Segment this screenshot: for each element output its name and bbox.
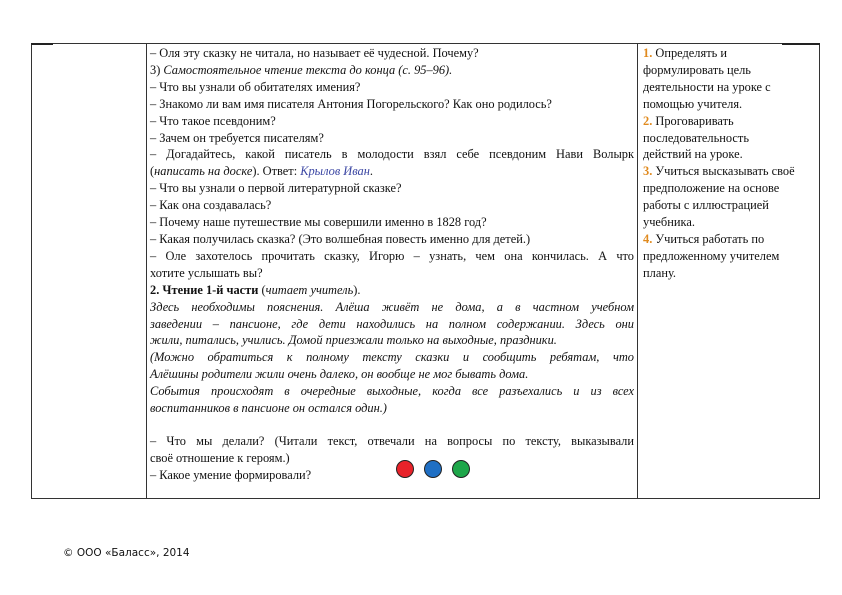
section-heading: 2. Чтение 1-й части (читает учитель). (150, 282, 361, 297)
text-line: – Знакомо ли вам имя писателя Антония Погорельского? Как оно родилось? (150, 96, 552, 111)
text-line: – Что такое псевдоним? (150, 113, 276, 128)
note-line: События происходят в очередные выходные, когда все разъехались и из всех (150, 384, 634, 399)
text-line: 3) Самостоятельное чтение текста до конца (с. 95–96). (150, 62, 453, 77)
skills-column (643, 45, 818, 282)
text-line: – Догадайтесь, какой писатель в молодости взял себе псевдоним Нави Волырк (150, 147, 634, 162)
text-line: – Оля эту сказку не читала, но называет её чудесной. Почему? (150, 46, 479, 60)
note-line: (Можно обратиться к полному тексту сказки и сообщить ребятам, что (150, 350, 634, 365)
text-line: – Как она создавалась? (150, 198, 272, 213)
skill-text: помощью учителя. (643, 96, 743, 111)
note-line: воспитанников в пансионе он остался один.) (150, 401, 387, 416)
skill-text: последовательность (643, 130, 749, 145)
note-line: Здесь необходимы пояснения. Алёша живёт не дома, а в частном учебном (150, 299, 634, 314)
skill-item: 1. Определять и (643, 46, 727, 60)
skill-text: предположение на основе (643, 181, 780, 196)
text-line: – Что вы узнали об обитателях имения? (150, 79, 361, 94)
color-circles (396, 460, 470, 478)
text-line: своё отношение к героям.) (150, 450, 290, 465)
text-line: – Какое умение формировали? (150, 467, 312, 482)
text-line: – Какая получилась сказка? (Это волшебная повесть именно для детей.) (150, 231, 531, 246)
skill-text: плану. (643, 265, 676, 280)
blue-circle-icon (424, 460, 442, 478)
skill-text: формулировать цель (643, 62, 751, 77)
skill-item: 4. Учиться работать по (643, 231, 765, 246)
note-line: Алёшины родители жили очень далеко, он вообще не мог бывать дома. (150, 367, 529, 382)
text-line: – Оле захотелось прочитать сказку, Игорю – узнать, чем она кончилась. А что (150, 248, 634, 263)
green-circle-icon (452, 460, 470, 478)
note-line: заведении – пансионе, где дети находились на полном содержании. Здесь они (150, 316, 634, 331)
skill-text: предложенному учителем (643, 248, 780, 263)
text-line: хотите услышать вы? (150, 265, 263, 280)
skill-text: работы с иллюстрацией (643, 198, 769, 213)
text-line: – Зачем он требуется писателям? (150, 130, 324, 145)
answer-text: Крылов Иван (300, 164, 370, 179)
skill-text: учебника. (643, 215, 695, 230)
text-line: (написать на доске). Ответ: Крылов Иван. (150, 164, 373, 179)
lesson-content-column (150, 45, 634, 484)
skill-text: действий на уроке. (643, 147, 743, 162)
column-divider-2 (637, 44, 638, 498)
column-divider-1 (146, 44, 147, 498)
skill-item: 2. Проговаривать (643, 113, 734, 128)
skill-text: деятельности на уроке с (643, 79, 771, 94)
text-line: – Что мы делали? (Читали текст, отвечали на вопросы по тексту, выказывали (150, 433, 634, 448)
text-line: – Что вы узнали о первой литературной сказке? (150, 181, 402, 196)
table-corner-mark-left (31, 43, 53, 45)
skill-item: 3. Учиться высказывать своё (643, 164, 795, 179)
spacer (150, 417, 634, 433)
red-circle-icon (396, 460, 414, 478)
note-line: жили, питались, учились. Домой приезжали только на выходные, праздники. (150, 333, 557, 348)
text-line: – Почему наше путешествие мы совершили именно в 1828 год? (150, 215, 487, 230)
copyright-footer: © ООО «Баласс», 2014 (63, 547, 190, 559)
